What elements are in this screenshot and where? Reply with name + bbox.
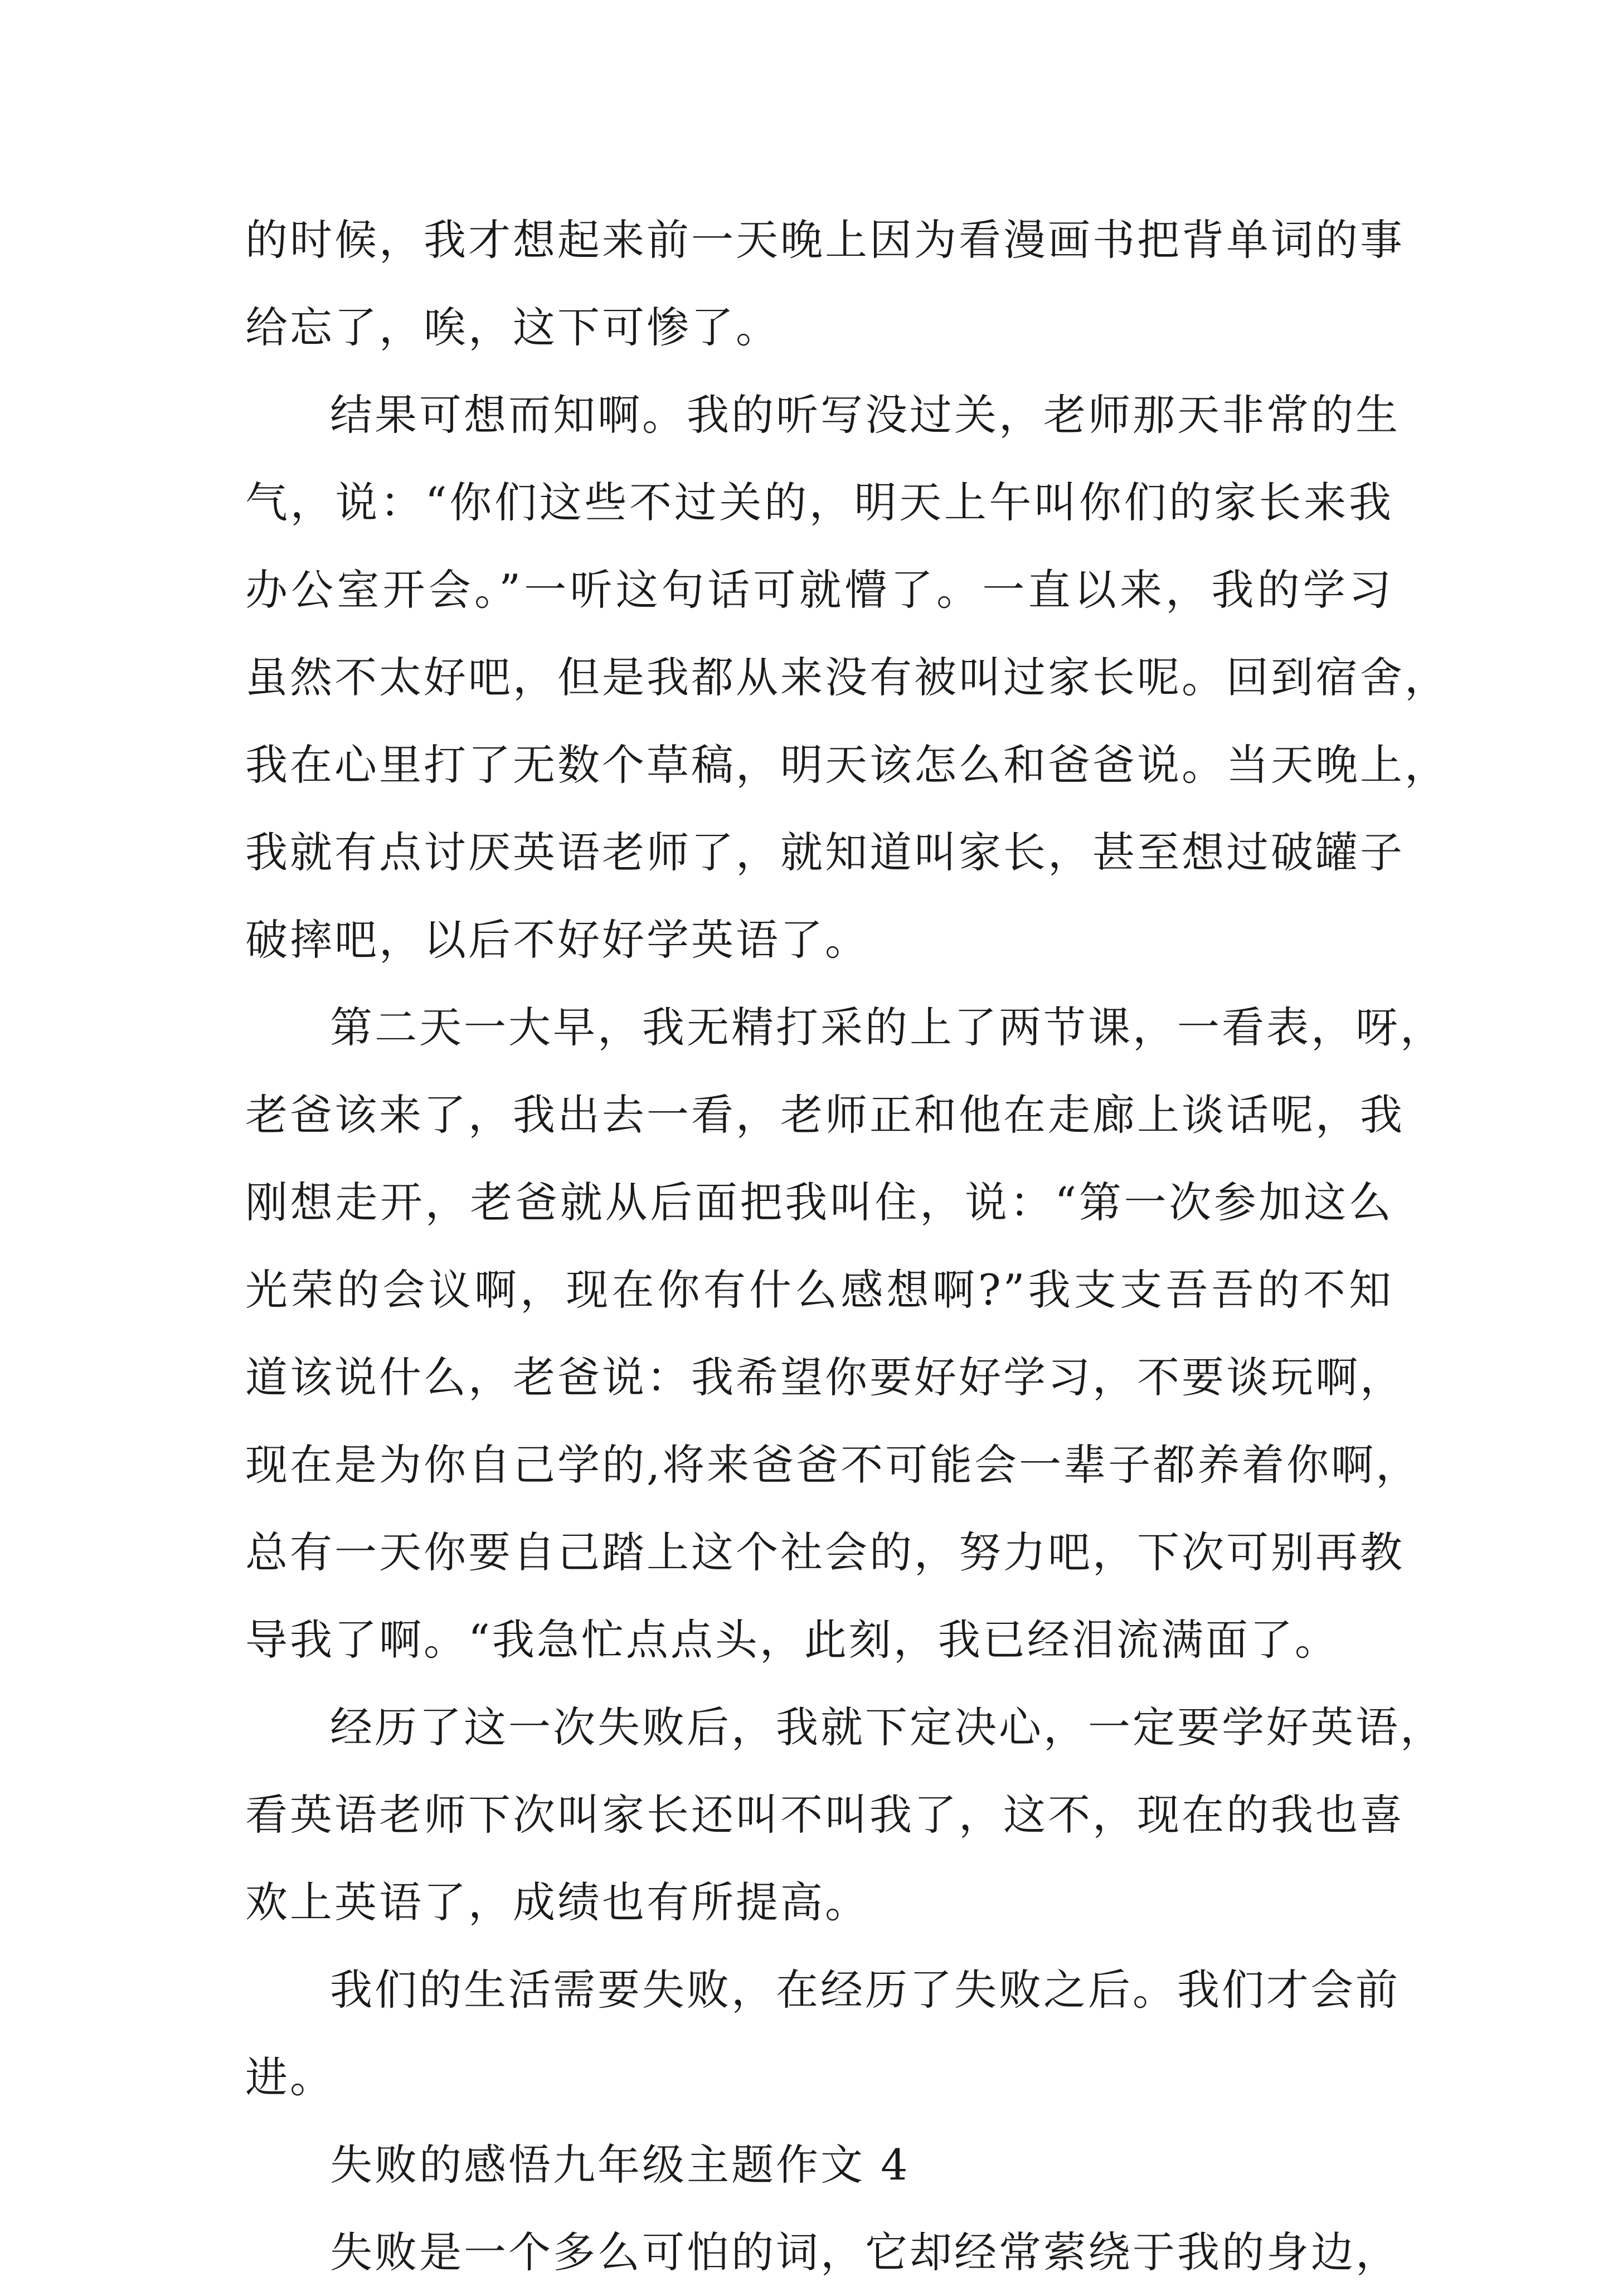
text-line: 失败是一个多么可怕的词，它却经常萦绕于我的身边， [330, 2227, 1400, 2277]
text-line: 破摔吧，以后不好好学英语了。 [245, 915, 869, 965]
text-line: 我就有点讨厌英语老师了，就知道叫家长，甚至想过破罐子 [245, 828, 1405, 877]
text-line: 第二天一大早，我无精打采的上了两节课，一看表，呀， [330, 1003, 1445, 1052]
text-line: 刚想走开，老爸就从后面把我叫住，说：“第一次参加这么 [245, 1178, 1393, 1227]
text-line: 总有一天你要自己踏上这个社会的，努力吧，下次可别再教 [245, 1528, 1405, 1577]
text-line: 失败的感悟九年级主题作文 4 [330, 2140, 910, 2190]
text-line: 现在是为你自己学的,将来爸爸不可能会一辈子都养着你啊， [245, 1440, 1421, 1490]
text-line: 进。 [245, 2052, 334, 2102]
text-line: 看英语老师下次叫家长还叫不叫我了，这不，现在的我也喜 [245, 1790, 1405, 1840]
essay-body [245, 196, 1449, 2296]
text-line: 给忘了，唉，这下可惨了。 [245, 303, 780, 352]
text-line: 导我了啊。“我急忙点点头，此刻，我已经泪流满面了。 [245, 1615, 1339, 1665]
text-line: 气，说：“你们这些不过关的，明天上午叫你们的家长来我 [245, 478, 1393, 527]
text-line: 我们的生活需要失败，在经历了失败之后。我们才会前 [330, 1965, 1400, 2015]
text-line: 结果可想而知啊。我的听写没过关，老师那天非常的生 [330, 390, 1400, 440]
text-line: 虽然不太好吧，但是我都从来没有被叫过家长呢。回到宿舍， [245, 653, 1449, 702]
text-line: 欢上英语了，成绩也有所提高。 [245, 1877, 869, 1927]
text-line: 我在心里打了无数个草稿，明天该怎么和爸爸说。当天晚上， [245, 740, 1449, 790]
text-line: 办公室开会。”一听这句话可就懵了。一直以来，我的学习 [245, 565, 1393, 615]
text-line: 的时候，我才想起来前一天晚上因为看漫画书把背单词的事 [245, 215, 1405, 265]
text-line: 经历了这一次失败后，我就下定决心，一定要学好英语， [330, 1702, 1445, 1752]
text-line: 道该说什么，老爸说：我希望你要好好学习，不要谈玩啊， [245, 1353, 1405, 1402]
text-line: 光荣的会议啊，现在你有什么感想啊?”我支支吾吾的不知 [245, 1265, 1393, 1315]
text-line: 老爸该来了，我出去一看，老师正和他在走廊上谈话呢，我 [245, 1090, 1405, 1140]
